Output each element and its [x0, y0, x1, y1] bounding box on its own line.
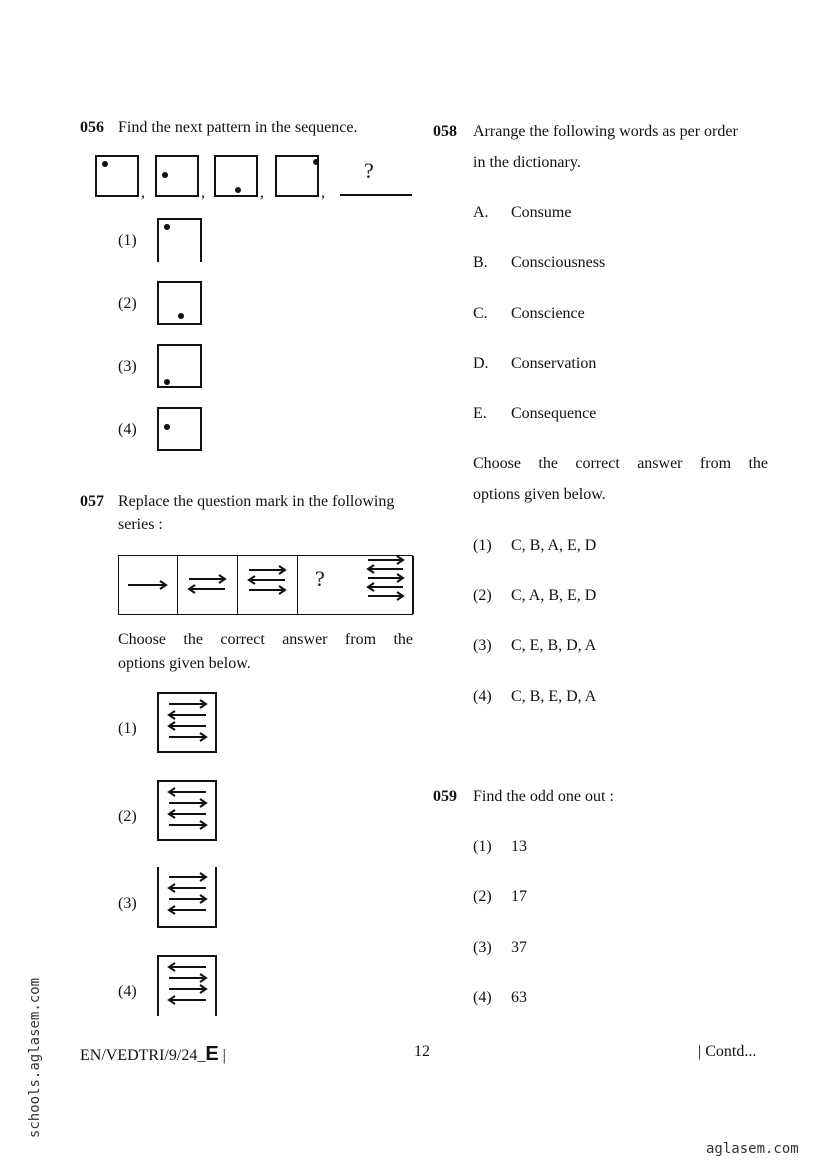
option-arrows	[169, 787, 206, 830]
pattern-box	[275, 155, 319, 197]
option-figure-box	[157, 780, 217, 841]
arrow-left-icon	[169, 722, 206, 730]
arrow-left-icon	[169, 996, 206, 1004]
arrow-series-table	[118, 555, 413, 615]
arrow-left-icon	[169, 963, 206, 971]
arrow-left-icon	[169, 711, 206, 719]
option-label[interactable]: (4)	[473, 688, 492, 705]
arrow-left-icon	[169, 810, 206, 818]
option-label[interactable]: (4)	[118, 421, 137, 438]
series-arrows-2	[189, 574, 225, 594]
option-label[interactable]: (2)	[118, 295, 137, 312]
question-number-058: 058	[433, 123, 457, 140]
option-arrows	[169, 962, 206, 1005]
pattern-dot	[102, 161, 108, 167]
sequence-comma: ,	[321, 184, 325, 201]
option-label[interactable]: (2)	[118, 808, 137, 825]
arrow-left-icon	[368, 583, 403, 591]
option-label[interactable]: (3)	[118, 895, 137, 912]
set-letter: E	[205, 1043, 219, 1065]
arrow-right-icon	[249, 566, 285, 574]
pattern-dot	[162, 172, 168, 178]
option-figure-box	[157, 692, 217, 753]
paper-code	[80, 1043, 226, 1066]
arrow-right-icon	[169, 974, 206, 982]
pattern-box	[157, 407, 202, 451]
pattern-box	[95, 155, 139, 197]
option-label[interactable]: (2)	[473, 587, 492, 604]
arrow-right-icon	[169, 895, 206, 903]
option-label[interactable]: (3)	[473, 939, 492, 956]
footer-bar: |	[222, 1047, 226, 1064]
word-label: E.	[473, 405, 487, 423]
option-label[interactable]: (2)	[473, 888, 492, 905]
arrow-right-icon	[169, 873, 206, 881]
question-058-text-line2: in the dictionary.	[473, 154, 581, 171]
arrow-right-icon	[169, 700, 206, 708]
option-arrows	[169, 699, 206, 742]
arrow-right-icon	[169, 799, 206, 807]
word-label: A.	[473, 204, 489, 221]
blank-question-mark: ?	[364, 158, 374, 183]
arrow-left-icon	[189, 585, 225, 593]
question-058-text-line1: Arrange the following words as per order	[473, 123, 738, 140]
word-item: Conscience	[511, 304, 585, 322]
option-label[interactable]: (3)	[473, 637, 492, 654]
word-label: D.	[473, 354, 489, 372]
question-057-text-line2: series :	[118, 516, 163, 533]
option-value[interactable]: C, B, A, E, D	[511, 537, 597, 554]
option-figure-box	[157, 955, 217, 1016]
word-item: Consume	[511, 204, 572, 221]
option-label[interactable]: (1)	[473, 537, 492, 554]
option-label[interactable]: (4)	[473, 989, 492, 1006]
arrow-left-icon	[169, 788, 206, 796]
pattern-dot	[313, 159, 319, 165]
option-arrows	[169, 872, 206, 915]
sequence-comma: ,	[260, 184, 264, 201]
page-number: 12	[414, 1043, 430, 1060]
arrow-left-icon	[249, 576, 285, 584]
question-056-text: Find the next pattern in the sequence.	[118, 119, 358, 136]
option-figure-box	[157, 867, 217, 928]
sequence-comma: ,	[141, 184, 145, 201]
arrow-left-icon	[169, 906, 206, 914]
word-item: Conservation	[511, 354, 597, 372]
corner-watermark: aglasem.com	[706, 1141, 799, 1157]
question-058-choose-line2: options given below.	[473, 486, 606, 503]
option-label[interactable]: (4)	[118, 983, 137, 1000]
series-question-mark: ?	[315, 566, 325, 591]
arrow-right-icon	[128, 581, 166, 589]
word-item: Consequence	[511, 405, 597, 423]
side-watermark: schools.aglasem.com	[27, 977, 43, 1139]
arrow-right-icon	[249, 586, 285, 594]
option-value[interactable]: 13	[511, 838, 527, 855]
option-value[interactable]: 37	[511, 939, 527, 956]
option-label[interactable]: (1)	[473, 838, 492, 855]
series-arrows-1	[128, 580, 166, 590]
word-label: B.	[473, 254, 488, 272]
arrow-right-icon	[368, 592, 403, 600]
question-057-text-line1: Replace the question mark in the following	[118, 493, 395, 510]
pattern-dot	[164, 379, 170, 385]
continued-label: | Contd...	[698, 1043, 757, 1060]
question-057-choose-line2: options given below.	[118, 655, 251, 672]
arrow-right-icon	[368, 574, 403, 582]
series-arrows-3	[249, 565, 285, 595]
pattern-box	[214, 155, 258, 197]
arrow-left-icon	[368, 565, 403, 573]
pattern-dot	[178, 313, 184, 319]
pattern-box	[157, 281, 202, 325]
question-number-057: 057	[80, 493, 104, 510]
pattern-box	[157, 344, 202, 388]
option-value[interactable]: C, A, B, E, D	[511, 587, 597, 604]
word-label: C.	[473, 304, 488, 322]
option-value[interactable]: C, B, E, D, A	[511, 688, 597, 705]
arrow-right-icon	[169, 821, 206, 829]
series-arrows-5	[368, 555, 403, 601]
arrow-right-icon	[169, 985, 206, 993]
arrow-right-icon	[189, 575, 225, 583]
option-label[interactable]: (3)	[118, 358, 137, 375]
answer-blank-line	[340, 194, 412, 196]
arrow-right-icon	[368, 556, 403, 564]
question-number-059: 059	[433, 788, 457, 805]
option-value[interactable]: 63	[511, 989, 527, 1006]
pattern-box	[155, 155, 199, 197]
option-label[interactable]: (1)	[118, 232, 137, 249]
question-058-choose-line1: Choose the correct answer from the	[473, 455, 768, 472]
option-value[interactable]: 17	[511, 888, 527, 905]
arrow-right-icon	[169, 733, 206, 741]
pattern-dot	[164, 424, 170, 430]
paper-code-text: EN/VEDTRI/9/24_	[80, 1047, 206, 1064]
sequence-comma: ,	[201, 184, 205, 201]
option-value[interactable]: C, E, B, D, A	[511, 637, 597, 654]
option-label[interactable]: (1)	[118, 720, 137, 737]
arrow-left-icon	[169, 884, 206, 892]
question-number-056: 056	[80, 119, 104, 136]
word-item: Consciousness	[511, 254, 606, 272]
question-059-text: Find the odd one out :	[473, 788, 614, 805]
pattern-dot	[164, 224, 170, 230]
pattern-box	[157, 218, 202, 262]
pattern-dot	[235, 187, 241, 193]
question-057-choose-line1: Choose the correct answer from the	[118, 631, 413, 648]
